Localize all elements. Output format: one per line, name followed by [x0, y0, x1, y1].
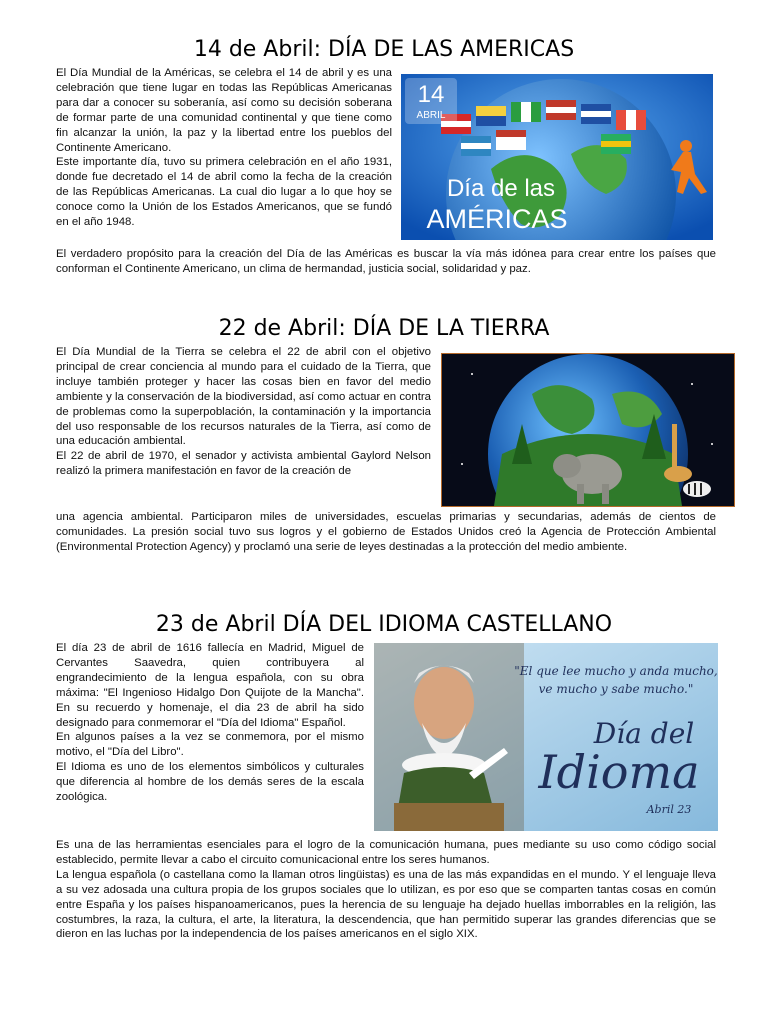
americas-date-month: ABRIL — [416, 110, 446, 121]
americas-paragraph-3: El verdadero propósito para la creación del Día de las Américas es buscar la vía más idónea para crear entre los países que conforman el Continente Americano, un clima de hermandad, justicia social, solidaridad y paz. — [56, 248, 716, 275]
idioma-paragraph-4: Es una de las herramientas esenciales para el logro de la comunicación humana, pues mediante su uso como código social establecido, permite llevar a cabo el circuito comunicacional entre los seres humanos. — [56, 839, 716, 866]
americas-caption-line2: AMÉRICAS — [426, 204, 568, 234]
americas-caption-line1: Día de las — [446, 175, 556, 202]
idioma-signature: Abril 23 — [646, 803, 692, 816]
tierra-paragraph-3: una agencia ambiental. Participaron miles de universidades, escuelas primarias y secundarias, además de cientos de comunidades. La presión social tuvo sus logros y el gobierno de Estados Unidos creó la Agencia de Protección Ambiental (Environmental Protection Agency) y proclamó una serie de leyes destinadas a la protección del medio ambiente. — [56, 511, 716, 553]
americas-image — [401, 74, 713, 240]
idioma-image — [374, 643, 718, 831]
section-title-americas: 14 de Abril: DÍA DE LAS AMERICAS — [193, 37, 575, 62]
idioma-caption-line2: Idioma — [538, 745, 700, 799]
americas-date-number: 14 — [417, 81, 445, 108]
earth-image — [441, 353, 735, 507]
idioma-paragraph-2: En algunos países a la vez se conmemora, por el mismo motivo, el "Día del Libro". — [56, 731, 364, 759]
idioma-quote-line1: "El que lee mucho y anda mucho, — [514, 664, 718, 678]
americas-text — [56, 66, 392, 230]
idioma-text — [56, 641, 364, 805]
idioma-quote-line2: ve mucho y sabe mucho." — [538, 682, 694, 696]
tierra-text — [56, 345, 431, 479]
tierra-paragraph-1: El Día Mundial de la Tierra se celebra el 22 de abril con el objetivo principal de crear conciencia al mundo para el cuidado de la Tierra, que incluye también proteger y hacer las cosas bien en favor del medio ambiente y la conservación de la biodiversidad, así como actuar en contra de problemas como la superpoblación, la contaminación y la importancia del uso responsable de los recursos naturales de la Tierra, así como de una educación ambiental. — [56, 346, 431, 448]
idioma-paragraph-5: La lengua española (o castellana como la llaman otros lingüistas) es una de las más expandidas en el mundo. Y el lenguaje lleva a su vez adosada una cultura propia de los grupos sociales que lo utilizan, es por eso que se comparten tantas cosas en común entre España y los países hispanoamericanos, pues la herencia de su lenguaje ha dejado huellas imborrables en la religión, las costumbres, la raza, la cultura, el arte, la literatura, la descendencia, que han permitido superar las grandes diferencias que se dieron en las luchas por la independencia de los países americanos en el siglo XIX. — [56, 868, 716, 941]
idioma-paragraph-1: El día 23 de abril de 1616 fallecía en Madrid, Miguel de Cervantes Saavedra, quien contribuyera al engrandecimiento de la lengua española, con su obra máxima: "El Ingenioso Hidalgo Don Quijote de la Mancha". En su recuerdo y homenaje, el dia 23 de abril ha sido designado para conmemorar el "Día del Idioma" Español. — [56, 642, 364, 729]
idioma-paragraph-3: El Idioma es uno de los elementos simbólicos y culturales que diferencia al hombre de los demás seres de la escala zoológica. — [56, 761, 364, 804]
section-title-tierra: 22 de Abril: DÍA DE LA TIERRA — [218, 316, 550, 341]
americas-paragraph-1: El Día Mundial de la Américas, se celebra el 14 de abril y es una celebración que tiene lugar en todas las Repúblicas Americanas para dar a conocer su soberanía, así como su decisión soberana de formar parte de una comunidad continental y que tiene como fin alcanzar la unión, la paz y la libertad entre los pueblos del Continente Americano. — [56, 67, 392, 154]
americas-paragraph-2: Este importante día, tuvo su primera celebración en el año 1931, donde fue decretado el 14 de abril como la fecha de la creación de las Repúblicas Americanas. La cual dio lugar a lo que hoy se conoce como la Unión de los Estados Americanos, que se fundó en el año 1948. — [56, 156, 392, 229]
tierra-paragraph-2: El 22 de abril de 1970, el senador y activista ambiental Gaylord Nelson realizó la primera manifestación en favor de la creación de — [56, 450, 431, 478]
americas-full-text — [56, 247, 716, 277]
section-title-idioma: 23 de Abril DÍA DEL IDIOMA CASTELLANO — [155, 612, 613, 637]
tierra-full-text — [56, 510, 716, 555]
idioma-caption-line1: Día del — [593, 717, 695, 750]
idioma-full-text — [56, 838, 716, 942]
